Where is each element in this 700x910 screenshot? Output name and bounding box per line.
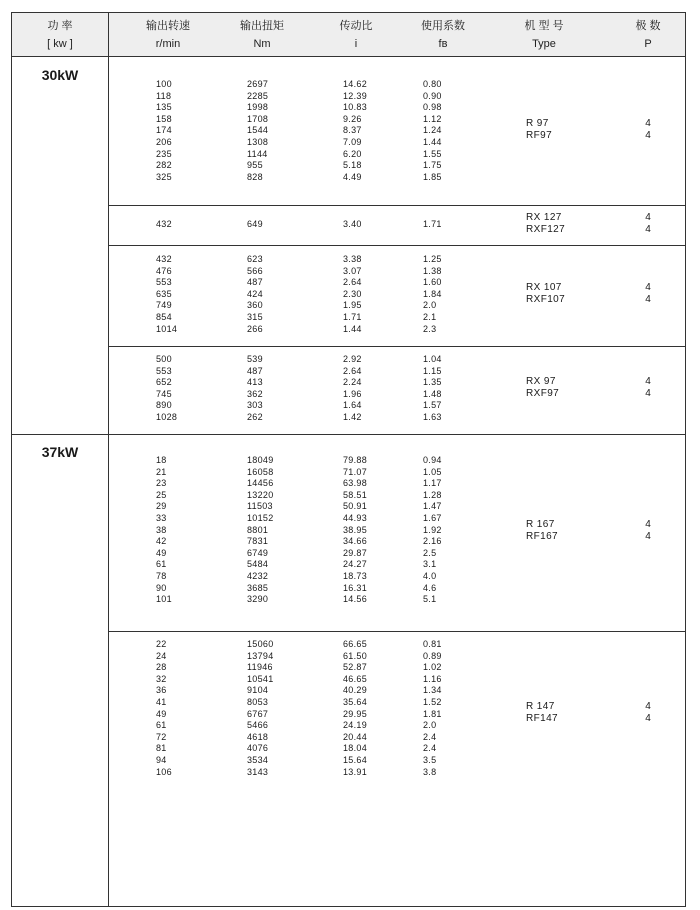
cell-fb: 1.84	[423, 288, 442, 299]
cell-ratio: 1.96	[343, 388, 362, 399]
cell-torque: 6767	[247, 708, 269, 719]
cell-ratio: 50.91	[343, 501, 368, 512]
cell-torque: 1708	[247, 113, 269, 124]
cell-fb: 1.52	[423, 696, 442, 707]
cell-ratio: 40.29	[343, 685, 368, 696]
model-type-line: RXF97	[526, 388, 560, 399]
cell-ratio: 2.92	[343, 354, 362, 364]
cell-torque: 7831	[247, 536, 269, 547]
cell-ratio: 79.88	[343, 455, 368, 465]
cell-fb: 2.4	[423, 743, 437, 754]
cell-fb: 1.38	[423, 265, 442, 276]
pole-count	[638, 212, 658, 236]
cell-speed: 135	[156, 102, 172, 113]
cell-ratio: 8.37	[343, 125, 362, 136]
model-type	[526, 701, 558, 725]
cell-fb: 0.90	[423, 90, 442, 101]
cell-speed: 72	[156, 731, 167, 742]
pole-count-line: 4	[645, 701, 651, 712]
cell-fb: 1.16	[423, 673, 442, 684]
cell-torque: 3143	[247, 766, 269, 777]
cell-speed: 38	[156, 524, 167, 535]
cell-ratio: 10.83	[343, 102, 368, 113]
cell-speed: 78	[156, 570, 167, 581]
cell-ratio: 7.09	[343, 136, 362, 147]
header-power-unit: [ kw ]	[47, 38, 73, 50]
cell-torque: 1308	[247, 136, 269, 147]
cell-torque: 1144	[247, 148, 268, 159]
cell-torque: 4232	[247, 570, 269, 581]
header-poles-label: 极 数	[635, 20, 661, 32]
model-type-line: RX 127	[526, 212, 562, 223]
cell-fb: 0.81	[423, 639, 442, 649]
cell-torque: 10541	[247, 673, 274, 684]
model-type-line: RF147	[526, 713, 559, 724]
header-speed	[138, 13, 198, 53]
pole-count-line: 4	[645, 212, 651, 223]
cell-ratio: 14.62	[343, 79, 368, 89]
gearbox-group	[109, 434, 685, 631]
cell-speed: 174	[156, 125, 172, 136]
cell-torque: 828	[247, 171, 263, 182]
pole-count	[638, 376, 658, 400]
cell-fb: 1.12	[423, 113, 442, 124]
cell-ratio: 2.30	[343, 288, 362, 299]
cell-ratio: 35.64	[343, 696, 368, 707]
cell-ratio: 2.24	[343, 377, 362, 388]
model-type	[526, 212, 565, 236]
pole-count	[638, 519, 658, 543]
cell-fb: 1.15	[423, 365, 442, 376]
cell-speed: 745	[156, 388, 172, 399]
header-type-label: 机 型 号	[524, 20, 564, 32]
cell-fb: 2.0	[423, 720, 437, 731]
header-torque-label: 输出扭矩	[240, 20, 284, 32]
cell-fb: 1.55	[423, 148, 442, 159]
model-type	[526, 282, 565, 306]
cell-torque: 10152	[247, 512, 274, 523]
cell-ratio: 52.87	[343, 662, 368, 673]
cell-torque: 4076	[247, 743, 269, 754]
cell-torque: 424	[247, 288, 263, 299]
model-type	[526, 519, 558, 543]
power-cell	[12, 434, 108, 460]
cell-ratio: 66.65	[343, 639, 368, 649]
cell-fb: 1.35	[423, 377, 442, 388]
cell-fb: 1.24	[423, 125, 442, 136]
cell-speed: 1014	[156, 323, 178, 334]
cell-speed: 21	[156, 466, 167, 477]
cell-speed: 432	[156, 254, 172, 264]
cell-ratio: 46.65	[343, 673, 368, 684]
cell-torque: 413	[247, 377, 263, 388]
cell-ratio: 61.50	[343, 650, 368, 661]
cell-torque: 14456	[247, 478, 274, 489]
cell-torque: 303	[247, 400, 263, 411]
cell-ratio: 3.40	[343, 219, 362, 229]
header-ratio	[328, 13, 384, 53]
cell-speed: 158	[156, 113, 172, 124]
header-type	[514, 13, 574, 53]
cell-speed: 101	[156, 594, 172, 605]
pole-count-line: 4	[645, 282, 651, 293]
header-factor-label: 使用系数	[421, 20, 465, 32]
cell-fb: 2.0	[423, 300, 437, 311]
cell-speed: 106	[156, 766, 172, 777]
cell-speed: 206	[156, 136, 172, 147]
cell-speed: 282	[156, 160, 172, 171]
model-type-line: R 167	[526, 519, 555, 530]
cell-ratio: 44.93	[343, 512, 368, 523]
cell-ratio: 1.42	[343, 411, 362, 422]
cell-fb: 2.5	[423, 547, 437, 558]
cell-speed: 23	[156, 478, 167, 489]
cell-speed: 49	[156, 708, 167, 719]
model-type-line: RX 97	[526, 376, 556, 387]
cell-torque: 955	[247, 160, 263, 171]
cell-ratio: 29.95	[343, 708, 368, 719]
cell-ratio: 1.71	[343, 311, 362, 322]
cell-torque: 362	[247, 388, 263, 399]
cell-speed: 100	[156, 79, 172, 89]
cell-speed: 500	[156, 354, 172, 364]
cell-ratio: 1.44	[343, 323, 362, 334]
cell-fb: 1.17	[423, 478, 442, 489]
cell-fb: 1.47	[423, 501, 442, 512]
cell-torque: 487	[247, 365, 263, 376]
gearbox-group	[109, 57, 685, 205]
cell-fb: 3.8	[423, 766, 437, 777]
cell-torque: 566	[247, 265, 263, 276]
model-type-line: RXF127	[526, 224, 566, 235]
model-type	[526, 376, 559, 400]
cell-torque: 1998	[247, 102, 269, 113]
cell-fb: 3.5	[423, 754, 437, 765]
cell-speed: 854	[156, 311, 172, 322]
pole-count	[638, 118, 658, 142]
model-type-line: RXF107	[526, 294, 566, 305]
spec-table	[11, 12, 686, 907]
cell-speed: 32	[156, 673, 167, 684]
model-type-line: RX 107	[526, 282, 562, 293]
cell-speed: 28	[156, 662, 167, 673]
cell-ratio: 4.49	[343, 171, 362, 182]
cell-fb: 4.6	[423, 582, 437, 593]
cell-torque: 11503	[247, 501, 273, 512]
table-header	[12, 13, 685, 57]
cell-fb: 2.16	[423, 536, 442, 547]
pole-count-line: 4	[645, 294, 651, 305]
cell-torque: 5466	[247, 720, 269, 731]
cell-torque: 8053	[247, 696, 269, 707]
cell-ratio: 20.44	[343, 731, 368, 742]
header-factor-unit: fʙ	[438, 38, 448, 50]
cell-fb: 4.0	[423, 570, 437, 581]
header-poles-unit: P	[644, 38, 652, 50]
cell-ratio: 63.98	[343, 478, 368, 489]
cell-fb: 2.4	[423, 731, 437, 742]
pole-count-line: 4	[645, 531, 651, 542]
cell-fb: 1.44	[423, 136, 442, 147]
cell-fb: 1.34	[423, 685, 442, 696]
cell-torque: 15060	[247, 639, 274, 649]
cell-fb: 1.71	[423, 219, 442, 229]
cell-torque: 487	[247, 277, 263, 288]
cell-fb: 1.25	[423, 254, 442, 264]
cell-fb: 1.28	[423, 489, 442, 500]
cell-fb: 0.80	[423, 79, 442, 89]
power-rating: 30kW	[41, 67, 79, 83]
cell-torque: 3534	[247, 754, 269, 765]
pole-count-line: 4	[645, 118, 651, 129]
model-type-line: R 147	[526, 701, 555, 712]
cell-fb: 1.63	[423, 411, 442, 422]
cell-speed: 33	[156, 512, 167, 523]
cell-fb: 1.92	[423, 524, 442, 535]
cell-torque: 13220	[247, 489, 274, 500]
cell-torque: 16058	[247, 466, 274, 477]
cell-speed: 476	[156, 265, 172, 276]
cell-speed: 432	[156, 219, 172, 229]
cell-ratio: 29.87	[343, 547, 368, 558]
cell-torque: 11946	[247, 662, 273, 673]
pole-count-line: 4	[645, 130, 651, 141]
cell-speed: 90	[156, 582, 167, 593]
cell-torque: 360	[247, 300, 263, 311]
cell-speed: 29	[156, 501, 167, 512]
model-type	[526, 118, 552, 142]
pole-count	[638, 701, 658, 725]
cell-speed: 118	[156, 90, 172, 101]
cell-speed: 25	[156, 489, 167, 500]
cell-torque: 5484	[247, 559, 269, 570]
cell-fb: 1.48	[423, 388, 442, 399]
cell-ratio: 13.91	[343, 766, 368, 777]
cell-fb: 1.02	[423, 662, 442, 673]
cell-fb: 0.89	[423, 650, 442, 661]
cell-torque: 4618	[247, 731, 269, 742]
cell-speed: 61	[156, 559, 167, 570]
cell-speed: 652	[156, 377, 172, 388]
cell-speed: 81	[156, 743, 167, 754]
pole-count-line: 4	[645, 713, 651, 724]
cell-torque: 266	[247, 323, 263, 334]
cell-ratio: 15.64	[343, 754, 368, 765]
power-cell	[12, 57, 108, 83]
cell-fb: 1.85	[423, 171, 442, 182]
pole-count-line: 4	[645, 224, 651, 235]
header-factor	[410, 13, 476, 53]
cell-ratio: 9.26	[343, 113, 362, 124]
cell-torque: 6749	[247, 547, 269, 558]
header-type-unit: Type	[532, 38, 556, 50]
cell-fb: 1.81	[423, 708, 442, 719]
cell-torque: 262	[247, 411, 263, 422]
cell-ratio: 18.04	[343, 743, 368, 754]
header-ratio-unit: i	[354, 38, 358, 50]
model-type-line: RF97	[526, 130, 553, 141]
pole-count	[638, 282, 658, 306]
pole-count-line: 4	[645, 376, 651, 387]
cell-fb: 1.57	[423, 400, 442, 411]
gearbox-group	[109, 205, 685, 245]
cell-ratio: 5.18	[343, 160, 362, 171]
model-type-line: RF167	[526, 531, 559, 542]
gearbox-group	[109, 631, 685, 908]
cell-speed: 22	[156, 639, 167, 649]
cell-torque: 13794	[247, 650, 274, 661]
cell-fb: 1.60	[423, 277, 442, 288]
header-power-label: 功 率	[47, 20, 73, 32]
cell-torque: 2285	[247, 90, 269, 101]
cell-fb: 1.75	[423, 160, 442, 171]
cell-torque: 539	[247, 354, 263, 364]
cell-speed: 41	[156, 696, 167, 707]
cell-ratio: 3.38	[343, 254, 362, 264]
cell-ratio: 6.20	[343, 148, 362, 159]
model-type-line: R 97	[526, 118, 549, 129]
cell-ratio: 71.07	[343, 466, 368, 477]
cell-torque: 8801	[247, 524, 269, 535]
header-speed-unit: r/min	[155, 38, 181, 50]
cell-ratio: 2.64	[343, 365, 362, 376]
cell-fb: 1.05	[423, 466, 442, 477]
cell-ratio: 18.73	[343, 570, 368, 581]
header-poles	[624, 13, 672, 53]
cell-speed: 749	[156, 300, 172, 311]
cell-ratio: 24.27	[343, 559, 368, 570]
cell-ratio: 24.19	[343, 720, 368, 731]
header-torque-unit: Nm	[253, 38, 271, 50]
cell-speed: 890	[156, 400, 172, 411]
cell-fb: 2.1	[423, 311, 437, 322]
pole-count-line: 4	[645, 519, 651, 530]
cell-speed: 553	[156, 365, 172, 376]
cell-speed: 635	[156, 288, 172, 299]
cell-ratio: 12.39	[343, 90, 368, 101]
header-ratio-label: 传动比	[339, 20, 373, 32]
cell-fb: 0.94	[423, 455, 442, 465]
cell-torque: 18049	[247, 455, 274, 465]
cell-fb: 0.98	[423, 102, 442, 113]
cell-torque: 9104	[247, 685, 269, 696]
cell-ratio: 16.31	[343, 582, 368, 593]
header-speed-label: 输出转速	[146, 20, 190, 32]
cell-speed: 94	[156, 754, 167, 765]
cell-ratio: 2.64	[343, 277, 362, 288]
cell-speed: 42	[156, 536, 167, 547]
cell-ratio: 34.66	[343, 536, 368, 547]
cell-fb: 3.1	[423, 559, 437, 570]
cell-torque: 1544	[247, 125, 269, 136]
cell-fb: 1.67	[423, 512, 442, 523]
cell-ratio: 1.95	[343, 300, 362, 311]
cell-ratio: 58.51	[343, 489, 368, 500]
power-rating: 37kW	[41, 444, 79, 460]
gearbox-group	[109, 245, 685, 346]
header-power	[12, 13, 108, 53]
cell-ratio: 14.56	[343, 594, 368, 605]
cell-ratio: 1.64	[343, 400, 362, 411]
cell-speed: 553	[156, 277, 172, 288]
cell-torque: 623	[247, 254, 263, 264]
cell-torque: 3290	[247, 594, 269, 605]
cell-fb: 2.3	[423, 323, 437, 334]
gearbox-group	[109, 346, 685, 434]
cell-torque: 3685	[247, 582, 269, 593]
cell-fb: 5.1	[423, 594, 437, 605]
cell-speed: 18	[156, 455, 167, 465]
header-torque	[232, 13, 292, 53]
cell-speed: 325	[156, 171, 172, 182]
cell-fb: 1.04	[423, 354, 442, 364]
cell-ratio: 3.07	[343, 265, 362, 276]
cell-ratio: 38.95	[343, 524, 368, 535]
cell-speed: 24	[156, 650, 167, 661]
cell-torque: 315	[247, 311, 263, 322]
cell-speed: 61	[156, 720, 167, 731]
pole-count-line: 4	[645, 388, 651, 399]
cell-torque: 649	[247, 219, 263, 229]
cell-speed: 235	[156, 148, 172, 159]
cell-speed: 36	[156, 685, 167, 696]
cell-torque: 2697	[247, 79, 269, 89]
cell-speed: 1028	[156, 411, 178, 422]
cell-speed: 49	[156, 547, 167, 558]
